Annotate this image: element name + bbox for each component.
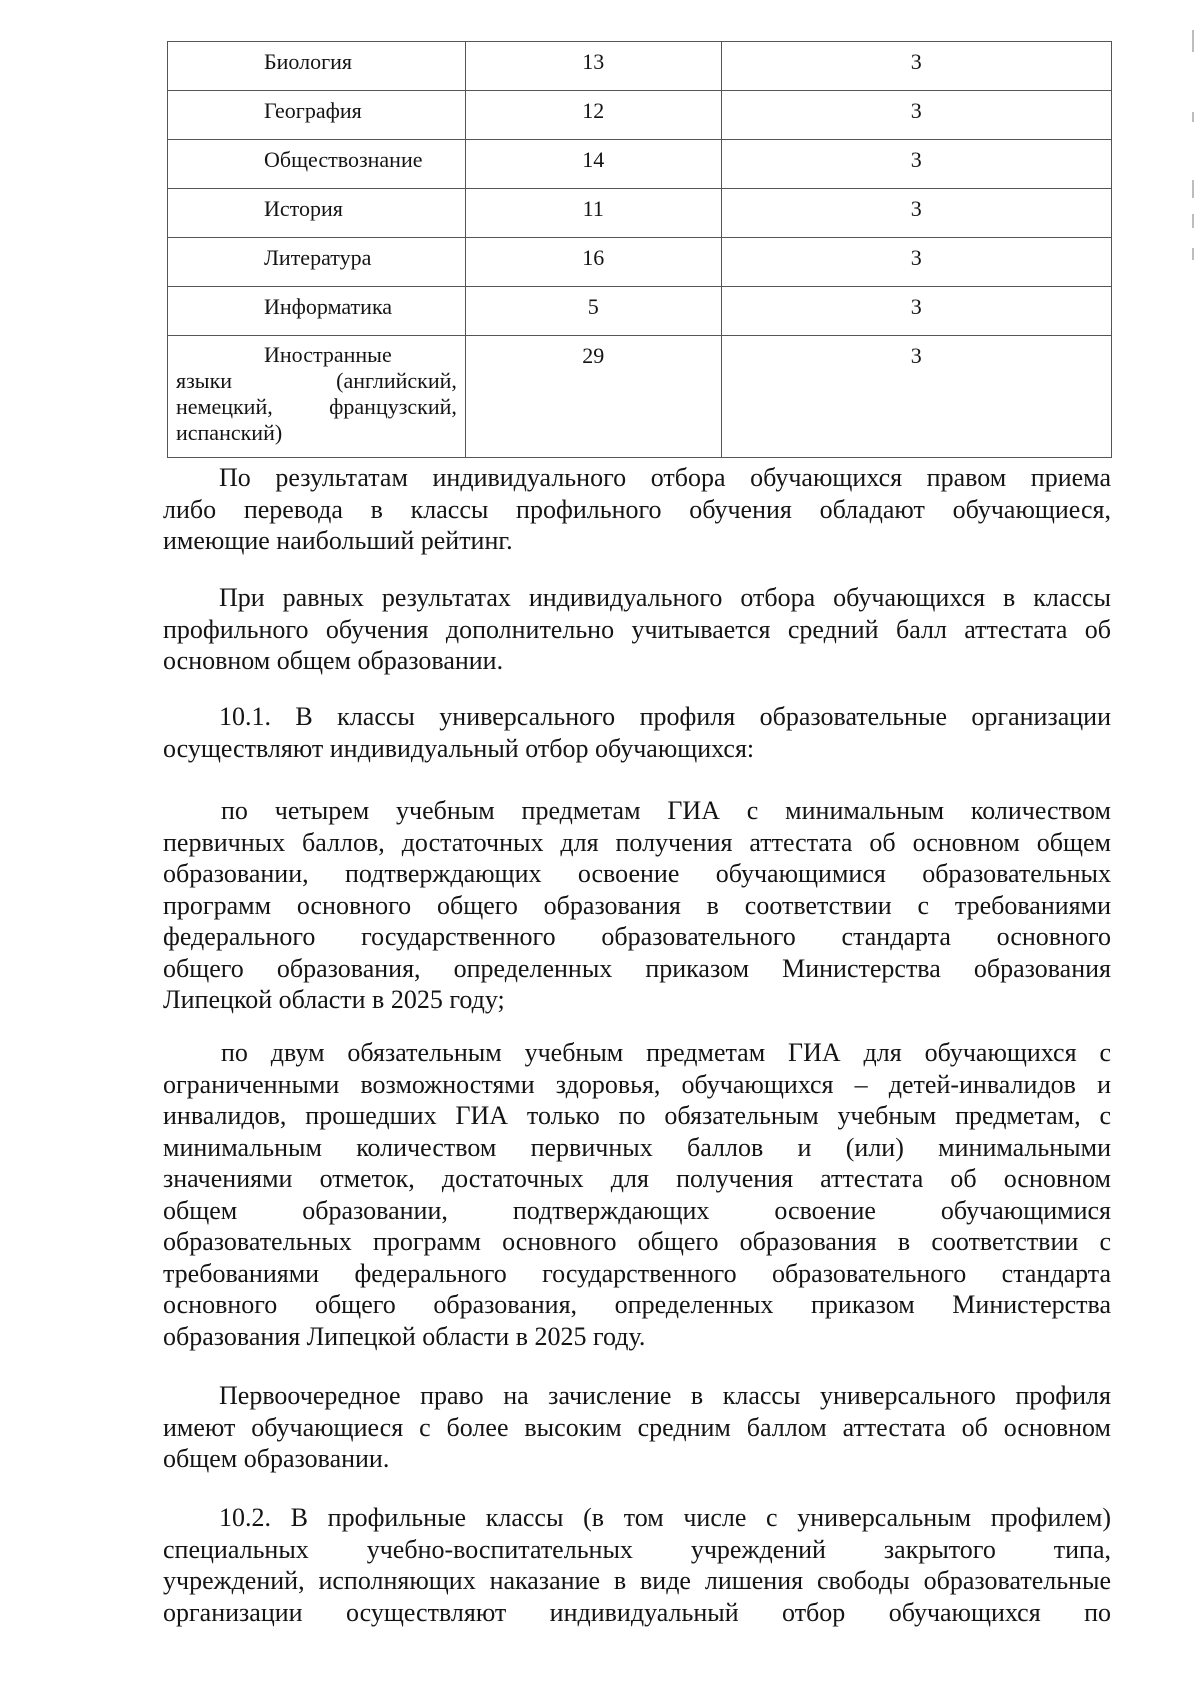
text-line: образовательных программ основного общего образования в соответствии с	[163, 1227, 1111, 1256]
paragraph-priority-right	[163, 1380, 1111, 1475]
text-line: основного общего образования, определенных приказом Министерства	[163, 1290, 1111, 1319]
scan-edge-mark	[1192, 214, 1194, 228]
table-row	[168, 42, 1112, 91]
text-line: по двум обязательным учебным предметам ГИА для обучающихся с	[221, 1038, 1111, 1067]
text-line: образования Липецкой области в 2025 году.	[163, 1321, 646, 1351]
subject-line: языки (английский,	[176, 368, 457, 393]
table-row	[168, 91, 1112, 140]
text-line: общем образовании, подтверждающих освоение обучающимися	[163, 1195, 1111, 1225]
text-line: общем образовании.	[163, 1444, 390, 1473]
subject-cell	[168, 336, 466, 458]
text-line: учреждений, исполняющих наказание в виде лишения свободы образовательные	[163, 1566, 1111, 1595]
paragraph-10-2	[163, 1502, 1111, 1628]
text-line: требованиями федерального государственного образовательного стандарта	[163, 1258, 1111, 1288]
table-row	[168, 336, 1112, 458]
score-cell: 3	[721, 238, 1111, 287]
table-row	[168, 238, 1112, 287]
paragraph-four-subjects	[163, 795, 1111, 1016]
text-line: общего образования, определенных приказом Министерства образования	[163, 953, 1111, 983]
text-line: 10.2. В профильные классы (в том числе с универсальным профилем)	[219, 1503, 1111, 1532]
subject-cell: Биология	[168, 42, 466, 91]
subject-cell: Информатика	[168, 287, 466, 336]
text-line: ограниченными возможностями здоровья, обучающихся – детей-инвалидов и	[163, 1069, 1111, 1099]
text-line: минимальным количеством первичных баллов и (или) минимальными	[163, 1132, 1111, 1162]
text-line: значениями отметок, достаточных для получения аттестата об основном	[163, 1164, 1111, 1193]
count-cell: 14	[465, 140, 721, 189]
count-cell: 12	[465, 91, 721, 140]
paragraph-10-1	[163, 701, 1111, 764]
subject-cell: Обществознание	[168, 140, 466, 189]
subjects-table	[167, 41, 1112, 458]
scan-edge-mark	[1192, 248, 1194, 260]
text-line: 10.1. В классы универсального профиля образовательные организации	[219, 702, 1111, 731]
text-line: организации осуществляют индивидуальный отбор обучающихся по	[163, 1597, 1111, 1627]
scan-edge-mark	[1192, 112, 1194, 122]
scan-edge-mark	[1192, 180, 1194, 198]
scan-edge-mark	[1192, 30, 1194, 52]
count-cell: 11	[465, 189, 721, 238]
table-row	[168, 287, 1112, 336]
text-line: осуществляют индивидуальный отбор обучающихся:	[163, 733, 755, 763]
count-cell: 29	[465, 336, 721, 458]
subject-cell: История	[168, 189, 466, 238]
subject-line: немецкий, французский,	[176, 394, 457, 419]
subject-line: испанский)	[176, 420, 283, 445]
text-line: профильного обучения дополнительно учитывается средний балл аттестата об	[163, 614, 1111, 644]
score-cell: 3	[721, 140, 1111, 189]
score-cell: 3	[721, 287, 1111, 336]
text-line: программ основного общего образования в соответствии с требованиями	[163, 890, 1111, 920]
subject-cell: География	[168, 91, 466, 140]
text-line: имеющие наибольший рейтинг.	[163, 526, 513, 555]
count-cell: 13	[465, 42, 721, 91]
text-line: первичных баллов, достаточных для получения аттестата об основном общем	[163, 827, 1111, 857]
count-cell: 16	[465, 238, 721, 287]
text-line: По результатам индивидуального отбора обучающихся правом приема	[219, 463, 1111, 492]
table-row	[168, 189, 1112, 238]
paragraph-two-subjects	[163, 1037, 1111, 1352]
text-line: специальных учебно-воспитательных учреждений закрытого типа,	[163, 1534, 1111, 1564]
text-line: образовании, подтверждающих освоение обучающимися образовательных	[163, 859, 1111, 888]
text-line: имеют обучающиеся с более высоким средним баллом аттестата об основном	[163, 1412, 1111, 1442]
subject-line: Иностранные	[264, 342, 392, 367]
score-cell: 3	[721, 336, 1111, 458]
paragraph-equal-results	[163, 582, 1111, 677]
text-line: федерального государственного образовательного стандарта основного	[163, 922, 1111, 951]
text-line: Первоочередное право на зачисление в классы универсального профиля	[219, 1381, 1111, 1410]
score-cell: 3	[721, 42, 1111, 91]
text-line: При равных результатах индивидуального отбора обучающихся в классы	[219, 583, 1111, 612]
paragraph-rating	[163, 462, 1111, 557]
subject-cell: Литература	[168, 238, 466, 287]
table-row	[168, 140, 1112, 189]
text-line: основном общем образовании.	[163, 646, 504, 675]
score-cell: 3	[721, 189, 1111, 238]
text-line: Липецкой области в 2025 году;	[163, 985, 505, 1014]
text-line: либо перевода в классы профильного обучения обладают обучающиеся,	[163, 494, 1111, 524]
text-line: по четырем учебным предметам ГИА с минимальным количеством	[221, 796, 1111, 825]
text-line: инвалидов, прошедших ГИА только по обязательным учебным предметам, с	[163, 1101, 1111, 1130]
score-cell: 3	[721, 91, 1111, 140]
count-cell: 5	[465, 287, 721, 336]
